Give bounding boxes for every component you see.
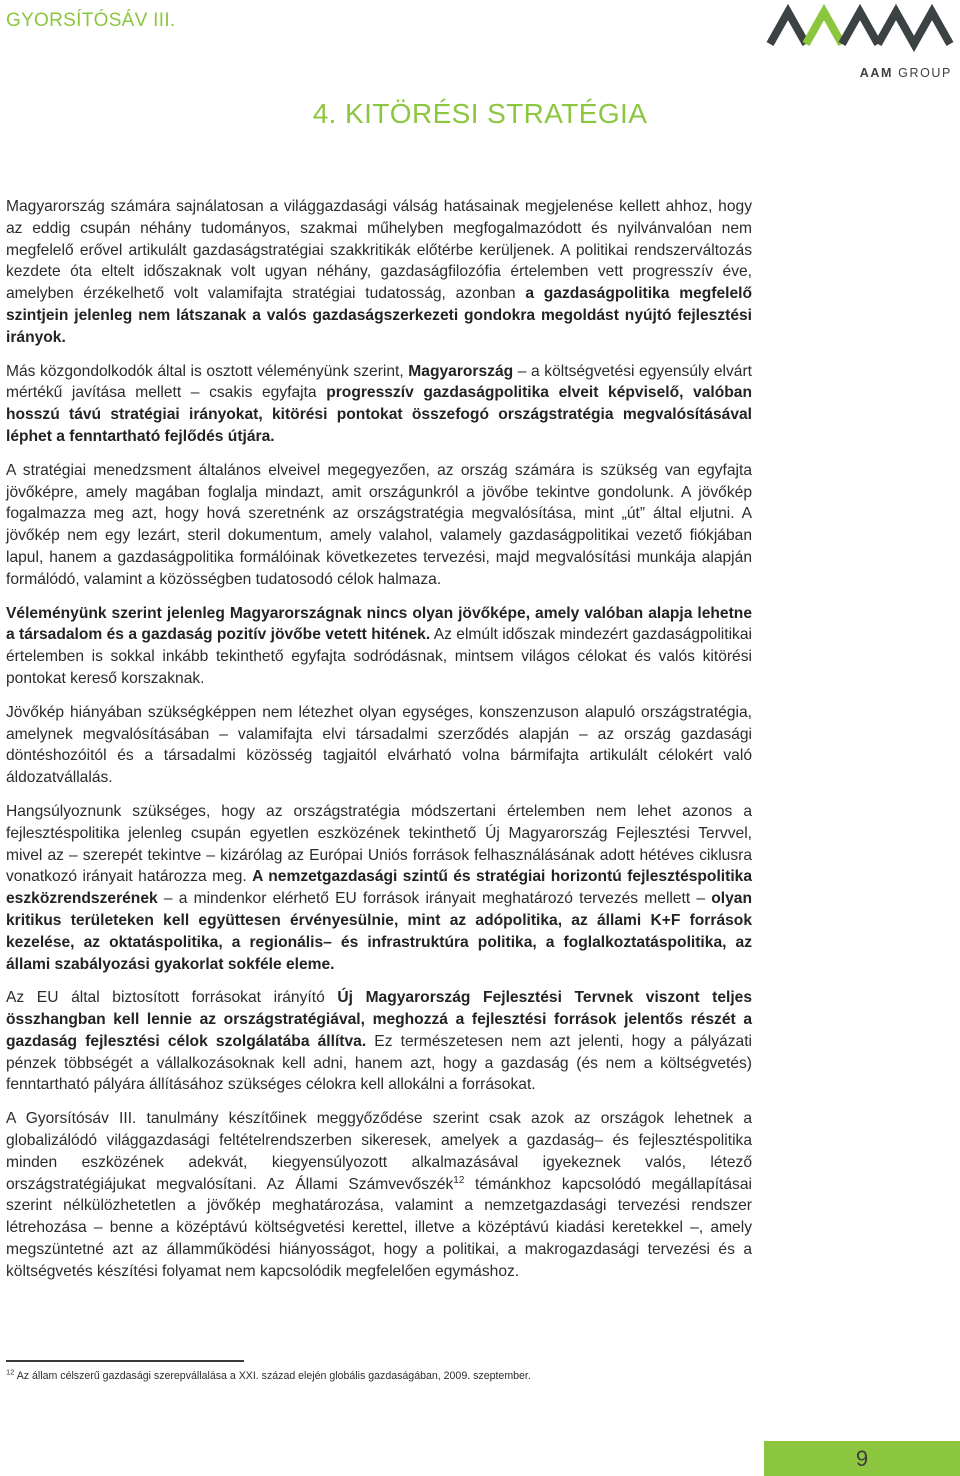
footnote-divider [6,1360,244,1362]
footnote-reference: 12 [453,1174,465,1186]
logo-wordmark: AAM GROUP [859,66,952,80]
paragraph-2: Más közgondolkodók által is osztott véleményünk szerint, Magyarország – a költségvetési egyensúly elvárt mértékű javítása mellett – csakis egyfajta progresszív gazdaságpolitika elveit képviselő, valóban hosszú távú stratégiai irányokat, kitörési pontokat összefogó országstratégia megvalósításával léphet a fenntartható fejlődés útjára. [6,362,752,445]
page-number: 9 [764,1441,960,1476]
paragraph-1: Magyarország számára sajnálatosan a világgazdasági válság hatásainak megjelenése kellett ahhoz, hogy az eddig csupán néhány tudományos, szakmai műhelyben megfogalmazódott és nyilvánvalóan nem megfelelő erővel artikulált gazdaságstratégiai szakkritikák előtérbe kerüljenek. A politikai rendszerváltozás kezdete óta eltelt időszaknak volt ugyan néhány, gazdaságfilozófia értelemben vett progresszív éve, amelyben érzékelhető volt valamifajta stratégiai tudatosság, azonban a gazdaságpolitika megfelelő szintjein jelenleg nem látszanak a valós gazdaságszerkezeti gondokra megoldást nyújtó fejlesztési irányok. [6,198,753,346]
paragraph-3: A stratégiai menedzsment általános elveivel megegyezően, az ország számára is szükség van egyfajta jövőképre, amely magában foglalja mindazt, amit országunkról a jövőbe tekintve gondolunk. A jövőkép fogalmazza meg azt, hogy hová szeretnénk az országstratégia megvalósítása, mint „út” által eljutni. A jövőkép nem egy lezárt, steril dokumentum, amely valahol, valamely gazdaságpolitikai vezető fiókjában lapul, hanem a gazdaságpolitika formálóinak következetes tervezési, majd megvalósítási munkája alapján formálódó, valamint a közösségben tudatosodó célok halmaza. [6,461,752,588]
paragraph-5: Jövőkép hiányában szükségképpen nem létezhet olyan egységes, konszenzuson alapuló országstratégia, amelynek megvalósításában – valamifajta elvi társadalmi szerződés alapján – az ország gazdasági döntéshozóitól és a társadalmi közösség tagjaitól elvárható volna bármifajta artikulált célokért való áldozatvállalás. [6,703,752,787]
paragraph-4: Véleményünk szerint jelenleg Magyarországnak nincs olyan jövőképe, amely valóban alapja lehetne a társadalom és a gazdaság pozitív jövőbe vetett hitének. Az elmúlt időszak mindezért gazdaságpolitikai értelemben is sokkal inkább tekinthető egyfajta sodródásnak, mintsem világos célokat és valós kitörési pontokat kereső korszaknak. [6,604,752,687]
paragraph-6: Hangsúlyoznunk szükséges, hogy az országstratégia módszertani értelemben nem lehet azonos a fejlesztéspolitika jelenleg csupán egyetlen eszközének tekinthető Új Magyarország Fejlesztési Tervvel, mivel az – szerepét tekintve – kizárólag az Európai Uniós források felhasználásának adott hétéves ciklusra vonatkozó irányait határozza meg. A nemzetgazdasági szintű és stratégiai horizontú fejlesztéspolitika eszközrendszerének – a mindenkor elérhető EU források irányait meghatározó tervezés mellett – olyan kritikus területeken kell együttesen érvényesülnie, mint az adópolitika, az állami K+F források kezelése, az oktatáspolitika, a regionális– és infrastruktúra politika, a foglalkoztatáspolitika, az állami szabályozási gyakorlat sokféle eleme. [6,802,752,973]
footnote-number: 12 [6,1367,15,1377]
body-text [6,196,752,1295]
logo-mark-icon [766,4,956,64]
paragraph-7: Az EU által biztosított forrásokat irányító Új Magyarország Fejlesztési Tervnek viszont teljes összhangban kell lennie az országstratégiával, meghozzá a fejlesztési források jelentős részét a gazdaság fejlesztési célok szolgálatába állítva. Ez természetesen nem azt jelenti, hogy a pályázati pénzek többségét a vállalkozásoknak kell adni, hanem azt, hogy a gazdaság (és nem a költségvetés) fenntartható pályára állításához szükséges célokra kell allokálni a forrásokat. [6,989,752,1094]
aam-group-logo [766,4,956,82]
footnote: $^{12}$ Az állam célszerű gazdasági szerepvállalása a XXI. század elején globális gazdaságában, 2009. szeptember. [6,1367,531,1382]
paragraph-8: A Gyorsítósáv III. tanulmány készítőinek meggyőződése szerint csak azok az országok lehetnek a globalizálódó világgazdasági feltételrendszerben sikeresek, amelyek a gazdaság– és fejlesztéspolitika minden eszközének adekvát, kiegyensúlyozott alkalmazásával igyekeznek valós, létező országstratégiájukat megvalósítani. Az Állami Számvevőszék$^{12}$ témánkhoz kapcsolódó megállapításai szerint nélkülözhetetlen a jövőkép meghatározása, valamint a nemzetgazdasági tervezési rendszer létrehozása – benne a középtávú költségvetési kerettel, illetve a középtávú kiadási keretekkel –, amely megszüntetné azt az államműködési hiányosságot, hogy a politikai, a makrogazdasági tervezési és a költségvetés készítési folyamat nem kapcsolódik megfelelően egymáshoz. [6,1110,752,1280]
chapter-title: 4. KITÖRÉSI STRATÉGIA [312,98,648,129]
running-title: GYORSÍTÓSÁV III. [6,10,176,31]
